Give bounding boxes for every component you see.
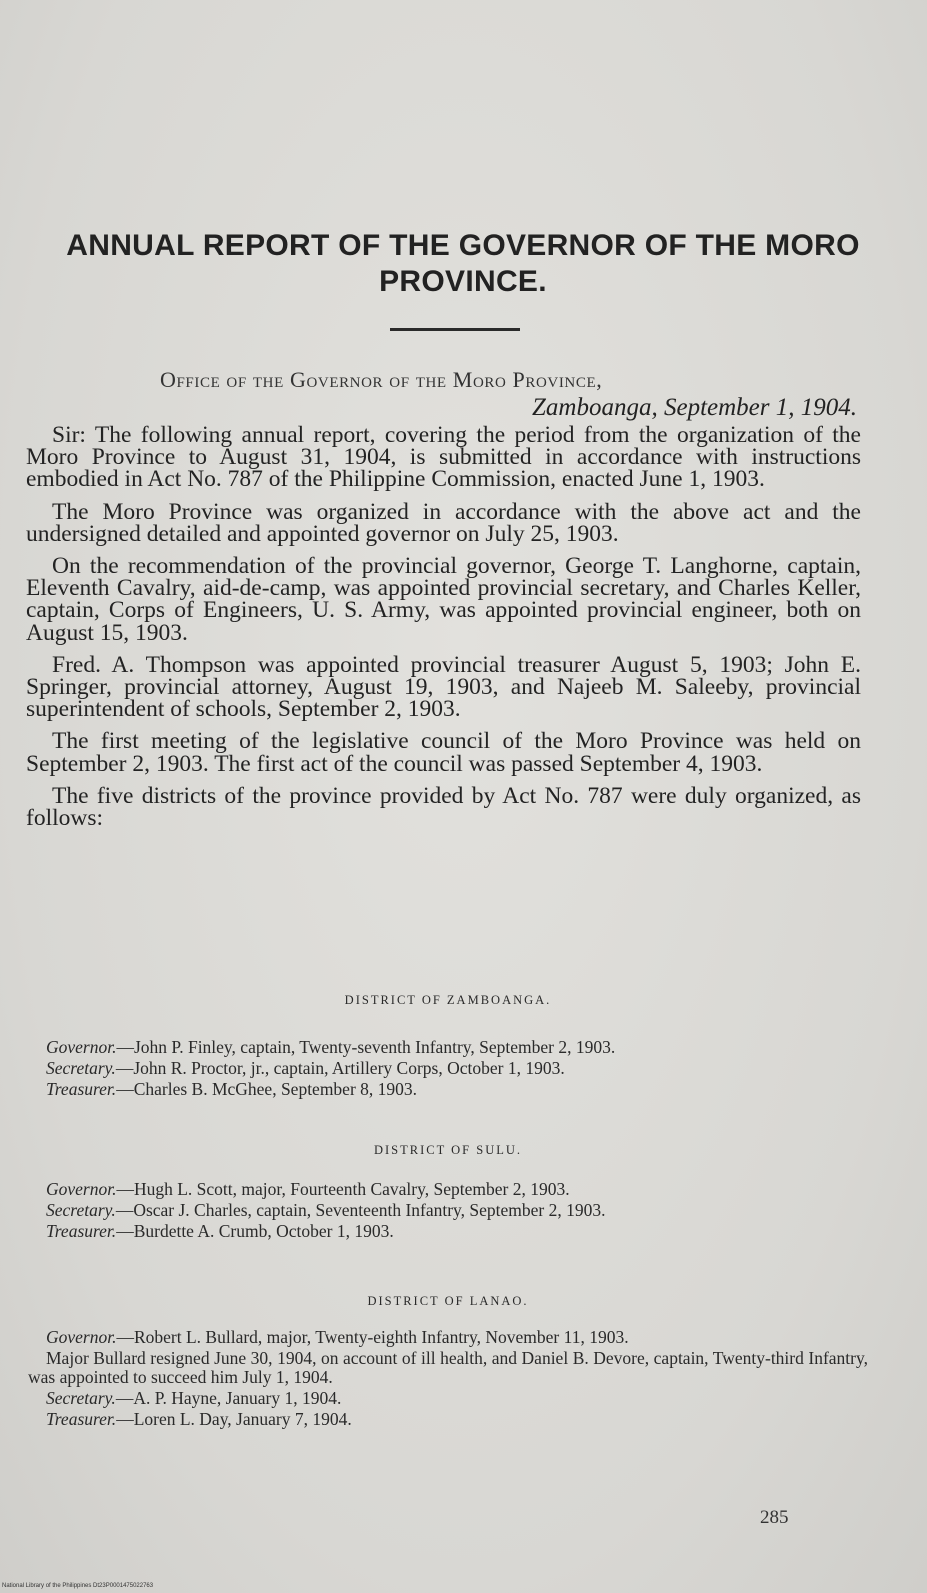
district-entry xyxy=(28,1410,868,1429)
paragraph: The Moro Province was organized in accordance with the above act and the undersigned detailed and appointed governor on July 25, 1903. xyxy=(26,498,861,547)
title-divider xyxy=(390,328,520,331)
district-heading: DISTRICT OF LANAO. xyxy=(367,1294,529,1308)
district-entry xyxy=(28,1201,868,1220)
district-entry xyxy=(28,1038,868,1057)
district-entries xyxy=(28,1328,868,1431)
entry-text: —A. P. Hayne, January 1, 1904. xyxy=(115,1388,342,1408)
entry-text: —Oscar J. Charles, captain, Seventeenth Infantry, September 2, 1903. xyxy=(115,1200,606,1220)
entry-label: Secretary. xyxy=(46,1200,116,1220)
district-entry xyxy=(28,1080,868,1099)
district-entries xyxy=(28,1180,868,1243)
paragraph: Fred. A. Thompson was appointed provincial treasurer August 5, 1903; John E. Springer, provincial attorney, August 19, 1903, and Najeeb M. Saleeby, provincial superintendent of schools, September 2, 1903. xyxy=(26,651,861,723)
entry-text: Major Bullard resigned June 30, 1904, on account of ill health, and Daniel B. Devore, captain, Twenty-third Infantry, was appointed to succeed him July 1, 1904. xyxy=(28,1348,868,1387)
paragraph: On the recommendation of the provincial governor, George T. Langhorne, captain, Eleventh Cavalry, aid-de-camp, was appointed provincial secretary, and Charles Keller, captain, Corps of Engineers, U. S. Army, was appointed provincial engineer, both on August 15, 1903. xyxy=(26,553,861,646)
district-entry xyxy=(28,1389,868,1408)
entry-label: Treasurer. xyxy=(46,1221,117,1241)
report-title: ANNUAL REPORT OF THE GOVERNOR OF THE MORO PROVINCE. xyxy=(66,229,860,298)
district-heading: DISTRICT OF SULU. xyxy=(373,1143,523,1157)
district-entry xyxy=(28,1180,868,1199)
entry-label: Governor. xyxy=(46,1037,117,1057)
paragraph: The first meeting of the legislative council of the Moro Province was held on September 2, 1903. The first act of the council was passed September 4, 1903. xyxy=(26,728,861,777)
district-entry xyxy=(28,1349,868,1387)
entry-label: Secretary. xyxy=(46,1388,116,1408)
entry-text: —Loren L. Day, January 7, 1904. xyxy=(116,1409,352,1429)
entry-text: —John P. Finley, captain, Twenty-seventh Infantry, September 2, 1903. xyxy=(116,1037,616,1057)
district-heading: DISTRICT OF ZAMBOANGA. xyxy=(344,993,552,1007)
letter-body xyxy=(26,424,861,839)
district-entry xyxy=(28,1059,868,1078)
entry-text: —Burdette A. Crumb, October 1, 1903. xyxy=(116,1221,394,1241)
entry-text: —Robert L. Bullard, major, Twenty-eighth Infantry, November 11, 1903. xyxy=(116,1327,629,1347)
office-line: Office of the Governor of the Moro Province, xyxy=(160,367,603,392)
entry-text: —Hugh L. Scott, major, Fourteenth Cavalry, September 2, 1903. xyxy=(116,1179,570,1199)
dateline: Zamboanga, September 1, 1904. xyxy=(532,394,857,421)
archive-footer: National Library of the Philippines Dt23P0001475022763 xyxy=(2,1583,154,1589)
entry-text: —John R. Proctor, jr., captain, Artillery Corps, October 1, 1903. xyxy=(115,1058,565,1078)
entry-label: Governor. xyxy=(46,1179,117,1199)
paragraph: Sir: The following annual report, covering the period from the organization of the Moro Province to August 31, 1904, is submitted in accordance with instructions embodied in Act No. 787 of the Philippine Commission, enacted June 1, 1903. xyxy=(26,422,861,493)
district-entries xyxy=(28,1038,868,1101)
paragraph: The five districts of the province provided by Act No. 787 were duly organized, as follows: xyxy=(26,782,861,832)
entry-label: Secretary. xyxy=(46,1058,116,1078)
page-number: 285 xyxy=(760,1507,789,1528)
entry-text: —Charles B. McGhee, September 8, 1903. xyxy=(116,1079,418,1099)
district-entry xyxy=(28,1222,868,1241)
entry-label: Governor. xyxy=(46,1327,117,1347)
entry-label: Treasurer. xyxy=(46,1409,117,1429)
entry-label: Treasurer. xyxy=(46,1079,117,1099)
district-entry xyxy=(28,1328,868,1347)
